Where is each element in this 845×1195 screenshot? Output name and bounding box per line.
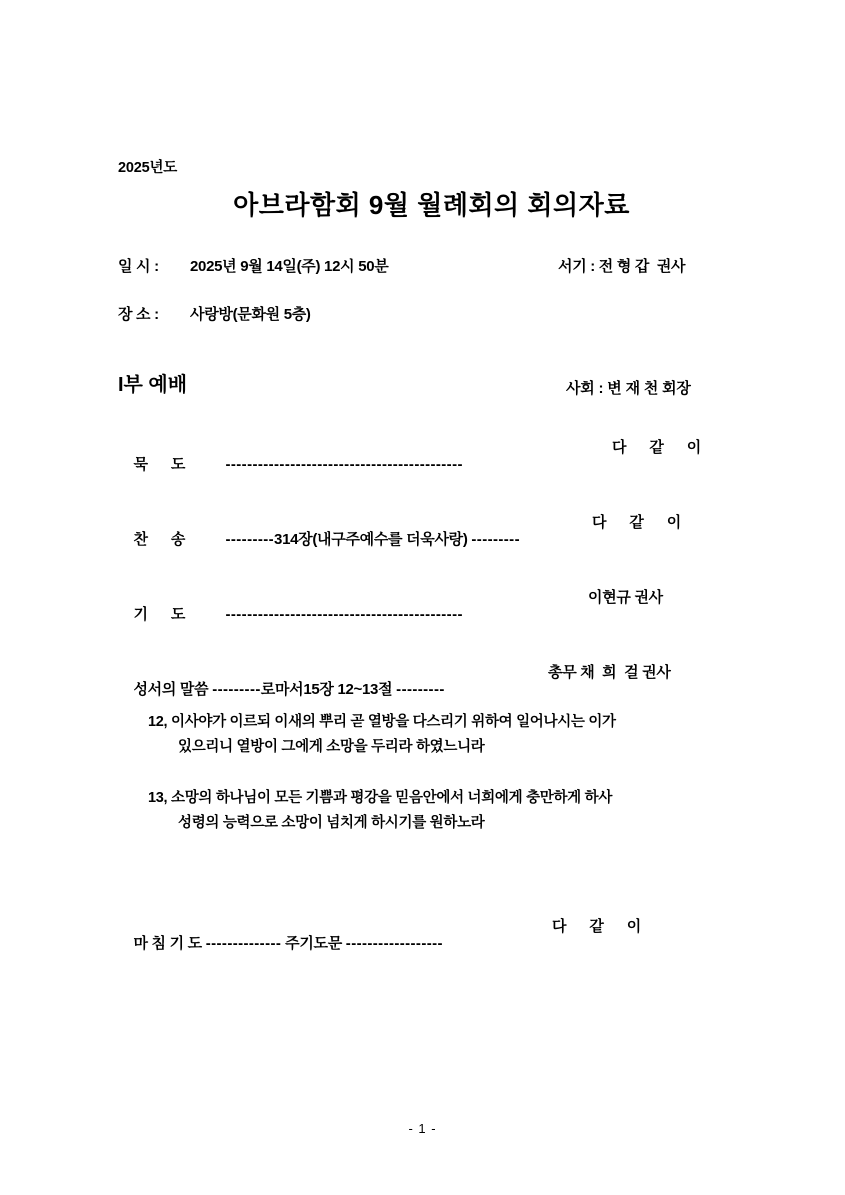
year-line: 2025년도 [118, 160, 178, 176]
place-label: 장 소 : [118, 306, 159, 323]
order-dashes-left: -------------------------------------------- [225, 456, 463, 473]
datetime-label: 일 시 : [118, 258, 159, 275]
section-moderator: 사회 : 변 재 천 회장 [566, 380, 691, 397]
order-row-closing-prayer [118, 915, 778, 987]
order-dashes-left: -------------------------------------------- [225, 606, 463, 623]
order-label: 마 침 기 도 [133, 935, 202, 952]
order-row-silent-prayer [118, 436, 778, 508]
order-dashes-right: --------- [471, 531, 520, 548]
verse-number: 13, [148, 790, 168, 806]
verse-text-line2: 성령의 능력으로 소망이 넘치게 하시기를 원하노라 [178, 815, 485, 831]
meeting-datetime-row [118, 255, 758, 276]
section-heading-worship: I부 예배 [118, 374, 188, 396]
order-dashes-left: -------------- [205, 935, 282, 952]
meeting-place-row [118, 303, 758, 324]
order-label: 묵 도 [133, 456, 186, 473]
verse-text-line1: 소망의 하나님이 모든 기쁨과 평강을 믿음안에서 너희에게 충만하게 하사 [171, 790, 613, 806]
scripture-verse-13 [148, 786, 768, 836]
order-dashes-left: --------- [212, 681, 261, 698]
order-hymn-title: 314장(내구주예수를 더욱사랑) [274, 531, 468, 548]
scripture-verse-12 [148, 710, 768, 760]
order-label: 기 도 [133, 606, 186, 623]
order-row-hymn [118, 511, 778, 583]
page-title: 아브라함회 9월 월례회의 회의자료 [233, 190, 630, 220]
verse-text-line2: 있으리니 열방이 그에게 소망을 두리라 하였느니라 [178, 739, 485, 755]
order-assignee: 다 같 이 [612, 439, 701, 456]
order-label: 찬 송 [133, 531, 186, 548]
datetime-value: 2025년 9월 14일(주) 12시 50분 [190, 258, 389, 275]
order-assignee: 다 같 이 [552, 918, 641, 935]
place-value: 사랑방(문화원 5층) [190, 306, 311, 323]
order-label: 성서의 말씀 [133, 681, 209, 698]
order-scripture-ref: 로마서15장 12~13절 [260, 681, 393, 698]
order-assignee: 이현규 권사 [588, 589, 663, 606]
verse-number: 12, [148, 714, 168, 730]
recorder-label: 서기 : 전 형 갑 권사 [558, 258, 686, 275]
order-dashes-left: --------- [225, 531, 275, 548]
verse-text-line1: 이사야가 이르되 이새의 뿌리 곧 열방을 다스리기 위하여 일어나시는 이가 [171, 714, 616, 730]
order-row-prayer [118, 586, 778, 658]
order-closing-prayer-name: 주기도문 [285, 935, 342, 952]
footer-page-number: - 1 - [408, 1121, 437, 1136]
order-assignee: 총무 채 희 걸 권사 [548, 664, 671, 681]
order-dashes-right: --------- [396, 681, 445, 698]
order-assignee: 다 같 이 [592, 514, 681, 531]
order-dashes-right: ------------------ [345, 935, 443, 952]
